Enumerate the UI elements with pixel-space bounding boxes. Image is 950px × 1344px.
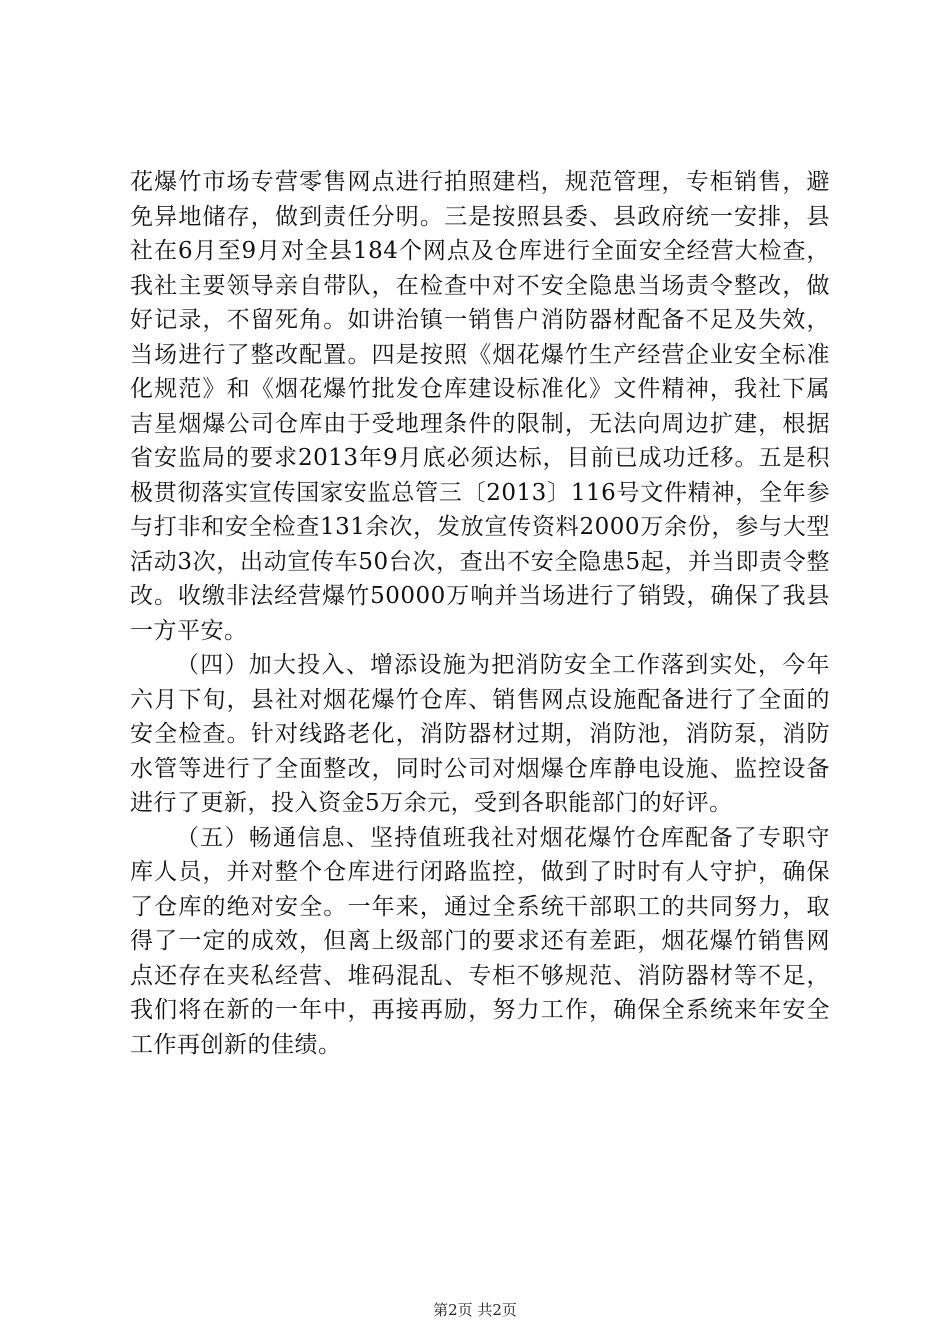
body-paragraph-2: （四）加大投入、增添设施为把消防安全工作落到实处，今年六月下旬，县社对烟花爆竹仓库、销售网点设施配备进行了全面的安全检查。针对线路老化，消防器材过期，消防池，消防泵，消防水管等进行了全面整改，同时公司对烟爆仓库静电设施、监控设备进行了更新，投入资金5万余元，受到各职能部门的好评。 bbox=[130, 652, 830, 816]
document-body bbox=[130, 165, 830, 1062]
body-paragraph-1: 花爆竹市场专营零售网点进行拍照建档，规范管理，专柜销售，避免异地储存，做到责任分明。三是按照县委、县政府统一安排，县社在6月至9月对全县184个网点及仓库进行全面安全经营大检查，我社主要领导亲自带队，在检查中对不安全隐患当场责令整改，做好记录，不留死角。如讲治镇一销售户消防器材配备不足及失效，当场进行了整改配置。四是按照《烟花爆竹生产经营企业安全标准化规范》和《烟花爆竹批发仓库建设标准化》文件精神，我社下属吉星烟爆公司仓库由于受地理条件的限制，无法向周边扩建，根据省安监局的要求2013年9月底必须达标，目前已成功迁移。五是积极贯彻落实宣传国家安监总管三〔2013〕116号文件精神，全年参与打非和安全检查131余次，发放宣传资料2000万余份，参与大型活动3次，出动宣传车50台次，查出不安全隐患5起，并当即责令整改。收缴非法经营爆竹50000万响并当场进行了销毁，确保了我县一方平安。 bbox=[130, 169, 830, 644]
page-number-footer: 第2页 共2页 bbox=[433, 1301, 517, 1319]
body-paragraph-3: （五）畅通信息、坚持值班我社对烟花爆竹仓库配备了专职守库人员，并对整个仓库进行闭路监控，做到了时时有人守护，确保了仓库的绝对安全。一年来，通过全系统干部职工的共同努力，取得了一定的成效，但离上级部门的要求还有差距，烟花爆竹销售网点还存在夹私经营、堆码混乱、专柜不够规范、消防器材等不足，我们将在新的一年中，再接再励，努力工作，确保全系统来年安全工作再创新的佳绩。 bbox=[130, 824, 830, 1058]
